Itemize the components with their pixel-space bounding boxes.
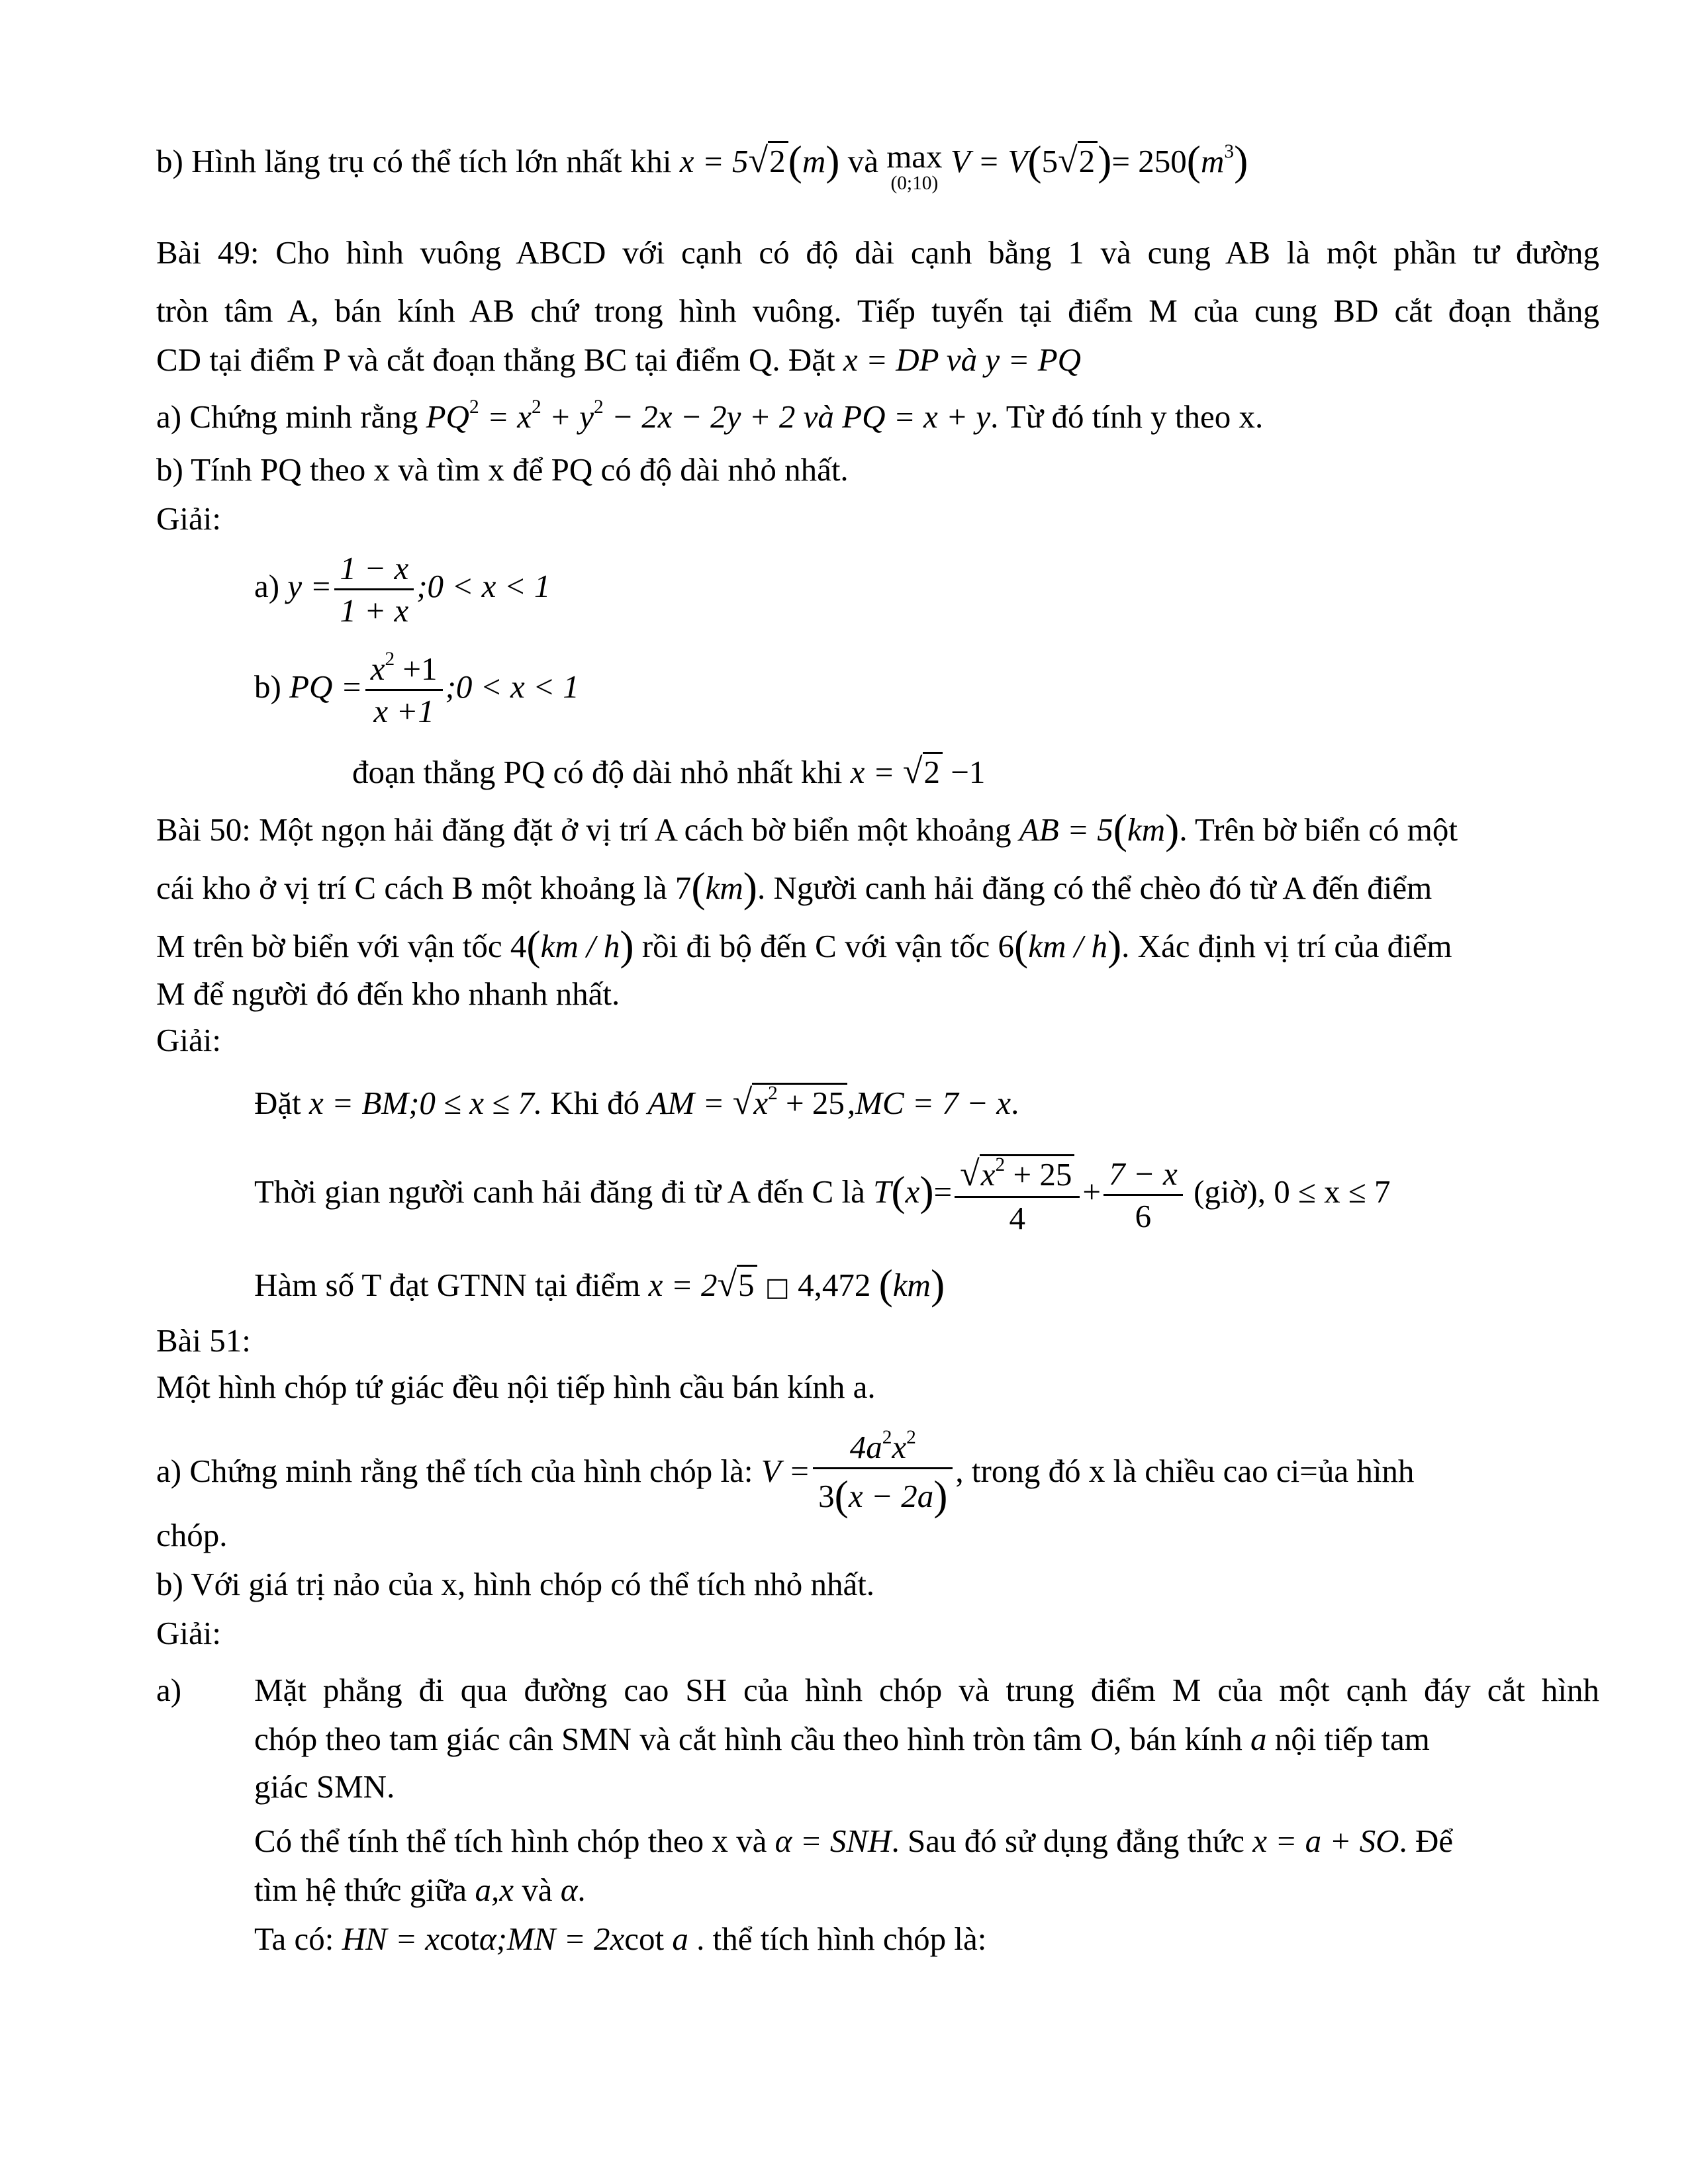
math-part: 4,472 (798, 1267, 871, 1304)
math-part: 5 (1041, 143, 1058, 180)
line-bai51-a (156, 1427, 1599, 1522)
math-part: x (370, 651, 385, 687)
math (950, 137, 1248, 184)
math: α (560, 1872, 578, 1908)
math-part: + 25 (786, 1085, 845, 1121)
paren: ( (878, 1261, 893, 1308)
exponent: 2 (531, 396, 541, 418)
text: chóp theo tam giác cân SMN và cắt hình cầu theo hình tròn tâm O, bán kính (254, 1721, 1243, 1757)
numerator (813, 1427, 953, 1469)
text: , (955, 1453, 964, 1490)
numerator: 1 − x (334, 548, 414, 590)
text: Khi đó (550, 1085, 640, 1121)
text: cái kho ở vị trí C cách B một khoảng là (156, 870, 667, 907)
denominator (813, 1469, 953, 1522)
math: 0 ≤ x ≤ 7 (1274, 1173, 1391, 1210)
line-bai49-3 (156, 339, 1081, 381)
math: x = DP và y = PQ (843, 341, 1082, 378)
math-part: AB = 5 (1019, 811, 1113, 848)
fraction (813, 1427, 953, 1522)
sqrt (903, 748, 943, 794)
sqrt (749, 137, 788, 183)
fraction (1103, 1154, 1183, 1237)
line-sol-a-2 (254, 1718, 1599, 1760)
max-label: max (886, 138, 943, 175)
math-part: 7 (675, 870, 692, 907)
paren: ( (834, 1472, 849, 1520)
text: Có thể tính thể tích hình chóp theo x và (254, 1823, 767, 1859)
document-page (156, 0, 1599, 2184)
line-bai50-min (254, 1257, 945, 1312)
exponent: 2 (385, 648, 395, 670)
text: . (1011, 1085, 1019, 1121)
missing-glyph: □ (765, 1273, 790, 1303)
exponent: 2 (995, 1154, 1006, 1175)
text: . Để (1399, 1823, 1454, 1859)
text: (giờ), (1194, 1173, 1266, 1210)
math: x = BM;0 ≤ x ≤ 7. (309, 1085, 543, 1121)
line-bai49-1: Bài 49: Cho hình vuông ABCD với cạnh có độ dài cạnh bằng 1 và cung AB là một phần tư đường (156, 234, 1599, 271)
label: a) (254, 568, 280, 604)
math-part: = x (487, 398, 532, 435)
radicand: 2 (923, 752, 943, 790)
math-part: = 250 (1111, 143, 1187, 180)
paren: ) (1107, 922, 1122, 969)
math-part: x − 2a (848, 1478, 934, 1515)
math (675, 864, 757, 911)
math (850, 751, 986, 791)
math-part: x (892, 1429, 907, 1465)
math-part: − 2x − 2y + 2 và PQ = x + y (611, 398, 991, 435)
paren: ) (919, 1167, 934, 1214)
sqrt (717, 1261, 757, 1307)
math: V = (761, 1453, 811, 1490)
text: rồi đi bộ đến C với vận tốc (641, 928, 990, 965)
radical-sign: √ (732, 1082, 753, 1122)
unit: km (1127, 811, 1166, 848)
math-part: HN = x (342, 1921, 440, 1957)
unit: km (705, 870, 743, 907)
math: y = (287, 568, 332, 604)
numerator (955, 1152, 1080, 1198)
math-part: 4 (510, 928, 527, 965)
denominator: 6 (1135, 1198, 1152, 1235)
math-part: cot (624, 1921, 665, 1957)
text: a) Chứng minh rằng thể tích của hình chóp là: (156, 1453, 753, 1490)
radicand: 2 (768, 141, 788, 179)
numerator (365, 649, 443, 691)
line-giai-50: Giải: (156, 1022, 221, 1058)
math: a (1250, 1721, 1267, 1757)
line-bai50-3 (156, 919, 1452, 974)
exponent: 3 (1224, 141, 1235, 163)
radicand (980, 1154, 1075, 1193)
numerator: 7 − x (1103, 1154, 1183, 1196)
math-part: x = 5 (679, 143, 749, 180)
text: . Người canh hải đăng có thể chèo đó từ A đến điểm (757, 870, 1432, 907)
text: a) Chứng minh rằng (156, 398, 418, 435)
line-bai50-time (254, 1152, 1391, 1239)
math-part: +1 (402, 651, 438, 687)
text: Ta có: (254, 1921, 334, 1957)
text: . (577, 1872, 586, 1908)
math-part: 4a (849, 1429, 882, 1465)
line-sol-a-3: giác SMN. (254, 1768, 395, 1805)
paren: ) (930, 1261, 945, 1308)
line-answer-b-49 (254, 649, 579, 732)
math (510, 922, 634, 969)
math-part: x (753, 1085, 769, 1121)
text: và (847, 143, 878, 180)
math-part: x (905, 1173, 920, 1210)
paren: ( (691, 864, 706, 911)
solution-a-label: a) (156, 1672, 182, 1708)
fraction (365, 649, 443, 732)
paren: ) (933, 1472, 948, 1520)
fraction (955, 1152, 1080, 1239)
text: và (522, 1872, 553, 1908)
line-bai51-1: Một hình chóp tứ giác đều nội tiếp hình cầu bán kính a. (156, 1369, 876, 1405)
radical-sign: √ (902, 751, 923, 791)
text: trong đó x là chiều cao ci=ủa hình (971, 1453, 1415, 1490)
paren: ) (1098, 137, 1112, 184)
line-sol-a-1: Mặt phẳng đi qua đường cao SH của hình chóp và trung điểm M của một cạnh đáy cắt hình (254, 1672, 1599, 1708)
math: α = SNH (774, 1823, 892, 1859)
math (648, 1261, 945, 1308)
line-bai51-a-cont: chóp. (156, 1517, 228, 1553)
radicand: 2 (1078, 141, 1098, 179)
line-prism-max-volume (156, 134, 1248, 194)
math-part: x = 2 (648, 1267, 718, 1304)
sqrt (733, 1079, 847, 1125)
line-bai49-b: b) Tính PQ theo x và tìm x để PQ có độ dài nhỏ nhất. (156, 451, 849, 488)
line-sol-a-6 (254, 1918, 986, 1960)
line-sol-a-4 (254, 1820, 1453, 1862)
paren: ) (1165, 805, 1180, 852)
paren: ) (620, 922, 634, 969)
line-bai49-2: tròn tâm A, bán kính AB chứ trong hình vuông. Tiếp tuyến tại điểm M của cung BD cắt đoạn thẳng (156, 293, 1599, 329)
math-part: 3 (818, 1478, 835, 1515)
math-part: x = (850, 754, 895, 790)
text: tìm hệ thức giữa (254, 1872, 467, 1908)
math: ;0 < x < 1 (445, 668, 579, 705)
text: . Xác định vị trí của điểm (1121, 928, 1452, 965)
paren: ( (1113, 805, 1128, 852)
radical-sign: √ (748, 140, 769, 181)
exponent: 2 (906, 1426, 916, 1448)
max-subscript: (0;10) (890, 173, 939, 194)
denominator: 4 (1009, 1200, 1025, 1237)
exponent: 2 (768, 1082, 778, 1104)
radical-sign: √ (1058, 140, 1078, 181)
math-part: x (980, 1156, 996, 1193)
line-answer-a-49 (254, 548, 550, 631)
radicand (752, 1083, 847, 1121)
line-bai50-2 (156, 860, 1432, 915)
math-part: V = V (950, 143, 1028, 180)
text: nội tiếp tam (1274, 1721, 1430, 1757)
text: . Sau đó sử dụng đẳng thức (891, 1823, 1244, 1859)
text: Thời gian người canh hải đăng đi từ A đến C là (254, 1173, 865, 1210)
max-operator (886, 140, 942, 193)
unit: km / h (1028, 928, 1107, 965)
unit: km (892, 1267, 931, 1304)
math: ;0 < x < 1 (416, 568, 551, 604)
line-giai-51: Giải: (156, 1615, 221, 1651)
exponent: 2 (882, 1426, 892, 1448)
text: đoạn thẳng PQ có độ dài nhỏ nhất khi (352, 754, 843, 790)
line-bai51-b: b) Với giá trị nảo của x, hình chóp có thể tích nhỏ nhất. (156, 1566, 875, 1602)
radical-sign: √ (717, 1264, 737, 1304)
line-bai50-set-x (254, 1079, 1019, 1125)
math-part: 6 (998, 928, 1014, 965)
text: Hàm số T đạt GTNN tại điểm (254, 1267, 641, 1304)
text: b) Hình lăng trụ có thể tích lớn nhất khi (156, 143, 672, 180)
exponent: 2 (469, 396, 479, 418)
unit: m (1200, 143, 1225, 180)
radicand: 5 (737, 1265, 757, 1303)
text: . thể tích hình chóp là: (696, 1921, 987, 1957)
text: . Trên bờ biển có một (1179, 811, 1458, 848)
line-bai49-a (156, 396, 1263, 438)
text: Bài 50: Một ngọn hải đăng đặt ở vị trí A cách bờ biển một khoảng (156, 811, 1011, 848)
paren: ( (891, 1167, 906, 1214)
math (426, 398, 990, 435)
line-answer-min-49 (352, 748, 985, 794)
paren: ( (1186, 137, 1201, 184)
paren: ) (825, 137, 840, 184)
paren: ) (743, 864, 757, 911)
sqrt (960, 1152, 1074, 1196)
math (342, 1921, 688, 1957)
sqrt (1058, 137, 1098, 183)
math-part: + y (549, 398, 594, 435)
line-bai50-4: M để người đó đến kho nhanh nhất. (156, 976, 620, 1012)
unit: km / h (540, 928, 620, 965)
exponent: 2 (594, 396, 604, 418)
fraction (334, 548, 414, 631)
math (873, 1167, 953, 1214)
math-part: PQ (426, 398, 469, 435)
text: CD tại điểm P và cắt đoạn thẳng BC tại điểm Q. Đặt (156, 341, 835, 378)
paren: ( (1027, 137, 1042, 184)
math (647, 1082, 1011, 1122)
line-bai50-1 (156, 802, 1599, 857)
math-part: AM = (647, 1085, 725, 1121)
paren: ( (788, 137, 802, 184)
paren: ( (1013, 922, 1029, 969)
math-part: −1 (951, 754, 986, 790)
math-part: + (1082, 1173, 1101, 1210)
math-part: ,MC = 7 − x (847, 1085, 1011, 1121)
paren: ( (526, 922, 541, 969)
math-part: a (672, 1921, 688, 1957)
text: Đặt (254, 1085, 301, 1121)
denominator: 1 + x (340, 592, 409, 629)
unit: m (802, 143, 826, 180)
math (679, 137, 840, 184)
radical-sign: √ (960, 1154, 980, 1193)
math-part: = (933, 1173, 953, 1210)
math (998, 922, 1122, 969)
math-part: cot (440, 1921, 479, 1957)
line-giai-49: Giải: (156, 500, 221, 537)
math-part: T (873, 1173, 892, 1210)
label: b) (254, 668, 281, 705)
math: PQ = (289, 668, 363, 705)
math-part: + 25 (1013, 1156, 1072, 1193)
denominator: x +1 (373, 693, 434, 730)
math-part: α;MN = 2x (479, 1921, 625, 1957)
math (1019, 805, 1180, 852)
line-sol-a-5 (254, 1869, 586, 1911)
text: M trên bờ biển với vận tốc (156, 928, 502, 965)
math: x = a + SO (1252, 1823, 1399, 1859)
paren: ) (1234, 137, 1248, 184)
text: . Từ đó tính y theo x. (990, 398, 1264, 435)
math: a,x (475, 1872, 514, 1908)
line-bai51-title: Bài 51: (156, 1322, 251, 1359)
